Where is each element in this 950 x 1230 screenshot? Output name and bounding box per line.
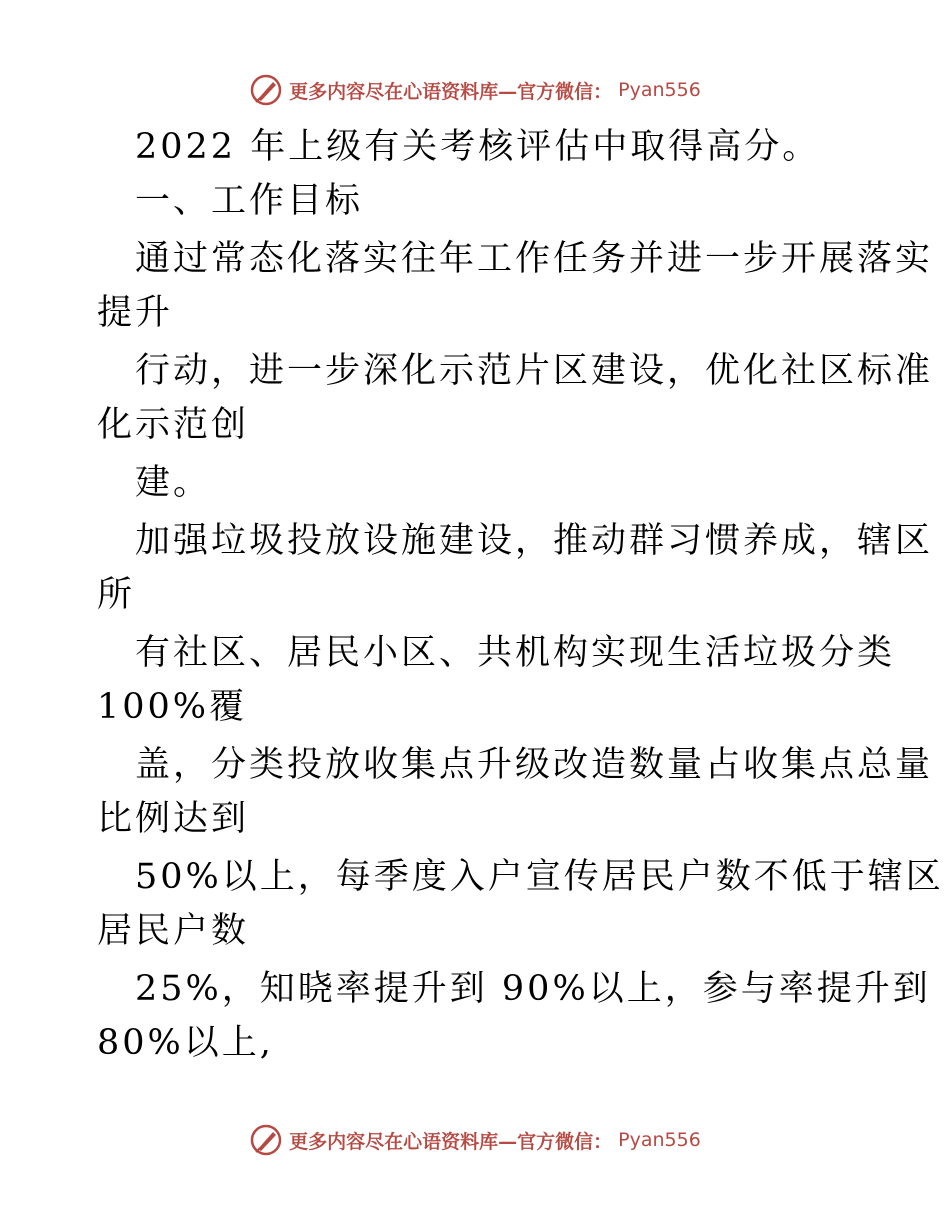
- paragraph-line: 盖，分类投放收集点升级改造数量占收集点总量: [135, 745, 934, 785]
- header-banner: [0, 70, 950, 110]
- banner-wechat-id: Pyan556: [618, 79, 701, 101]
- paragraph-line: 加强垃圾投放设施建设，推动群习惯养成，辖区: [135, 521, 934, 561]
- banner-text: 更多内容尽在心语资料库—官方微信：: [289, 80, 613, 103]
- paragraph-line: 化示范创: [97, 405, 250, 445]
- paragraph-line: 所: [97, 575, 136, 615]
- paragraph-line: 建。: [135, 463, 212, 503]
- quill-logo-icon: [249, 1123, 283, 1157]
- paragraph-line: 提升: [97, 293, 174, 333]
- paragraph-line: 2022 年上级有关考核评估中取得高分。: [135, 127, 821, 167]
- paragraph-line: 居民户数: [97, 911, 250, 951]
- paragraph-line: 80%以上,: [97, 1023, 274, 1063]
- paragraph-line: 有社区、居民小区、共机构实现生活垃圾分类: [135, 633, 896, 673]
- paragraph-line: 25%，知晓率提升到 90%以上，参与率提升到: [135, 969, 931, 1009]
- footer-banner: [0, 1120, 950, 1160]
- paragraph-line: 比例达到: [97, 799, 250, 839]
- section-heading: 一、工作目标: [135, 181, 364, 221]
- paragraph-line: 50%以上，每季度入户宣传居民户数不低于辖区: [135, 857, 944, 897]
- paragraph-line: 行动，进一步深化示范片区建设，优化社区标准: [135, 351, 934, 391]
- banner-text: 更多内容尽在心语资料库—官方微信：: [289, 1130, 613, 1153]
- document-body: [97, 120, 944, 1070]
- paragraph-line: 100%覆: [97, 687, 248, 727]
- paragraph-line: 通过常态化落实往年工作任务并进一步开展落实: [135, 239, 934, 279]
- banner-wechat-id: Pyan556: [618, 1129, 701, 1151]
- quill-logo-icon: [249, 73, 283, 107]
